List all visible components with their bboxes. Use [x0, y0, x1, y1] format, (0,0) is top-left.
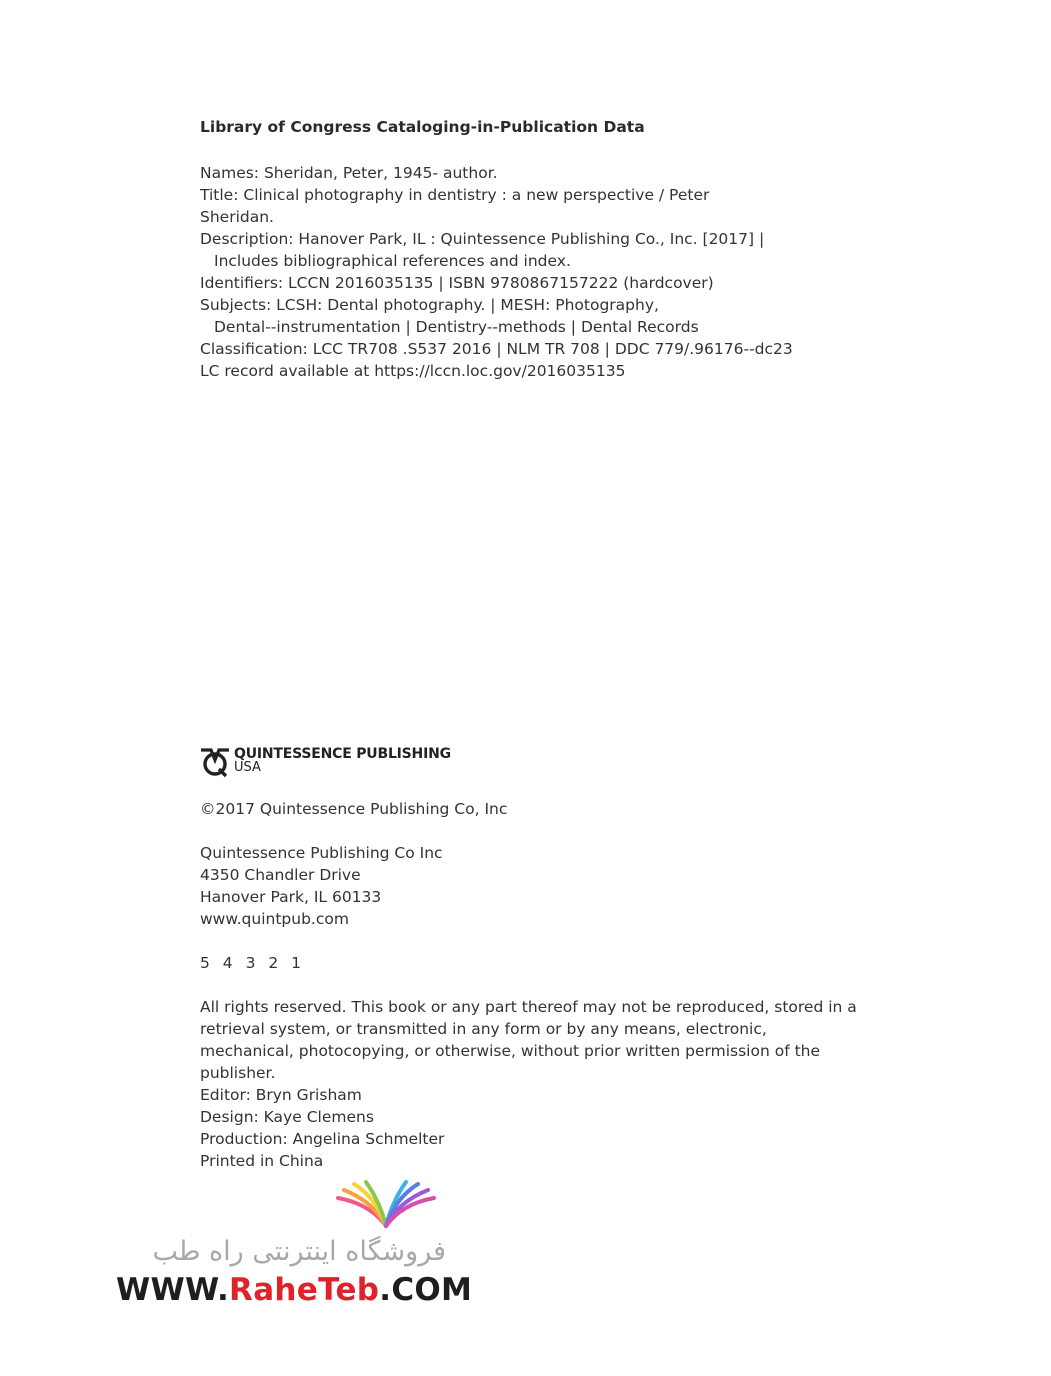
watermark-url: [116, 1272, 472, 1308]
cip-line-description-cont: Includes bibliographical references and index.: [214, 252, 571, 270]
address-company: Quintessence Publishing Co Inc: [200, 844, 443, 862]
credits-block: [200, 1084, 444, 1172]
cip-line-classification: Classification: LCC TR708 .S537 2016 | NLM TR 708 | DDC 779/.96176--dc23: [200, 340, 793, 358]
credit-design: Design: Kaye Clemens: [200, 1108, 374, 1126]
publisher-address: [200, 842, 443, 930]
cip-line-names: Names: Sheridan, Peter, 1945- author.: [200, 164, 498, 182]
cip-line-lc-record: LC record available at https://lccn.loc.gov/2016035135: [200, 362, 626, 380]
watermark-url-suffix: .COM: [379, 1272, 473, 1308]
printing-line: 5 4 3 2 1: [200, 954, 302, 972]
address-website: www.quintpub.com: [200, 910, 349, 928]
credit-editor: Editor: Bryn Grisham: [200, 1086, 362, 1104]
watermark-url-brand: RaheTeb: [229, 1272, 380, 1308]
cip-line-title-cont: Sheridan.: [200, 208, 274, 226]
cip-line-description: Description: Hanover Park, IL : Quintessence Publishing Co., Inc. [2017] |: [200, 230, 765, 248]
watermark-persian-text: فروشگاه اینترنتی راه طب: [152, 1236, 446, 1267]
copyright-notice: ©2017 Quintessence Publishing Co, Inc: [200, 800, 508, 818]
cip-line-identifiers: Identifiers: LCCN 2016035135 | ISBN 9780867157222 (hardcover): [200, 274, 714, 292]
cip-line-subjects: Subjects: LCSH: Dental photography. | MESH: Photography,: [200, 296, 659, 314]
cip-block: [200, 162, 793, 382]
credit-production: Production: Angelina Schmelter: [200, 1130, 445, 1148]
rights-statement: All rights reserved. This book or any part thereof may not be reproduced, stored in a retrieval system, or transmitted in any form or by any means, electronic, mechanical, photocopying, or otherwise, without prior written permission of the publisher.: [200, 998, 857, 1082]
address-city: Hanover Park, IL 60133: [200, 888, 382, 906]
publisher-logo: [198, 744, 451, 778]
cip-line-title: Title: Clinical photography in dentistry : a new perspective / Peter: [200, 186, 710, 204]
publisher-region: USA: [234, 760, 261, 775]
cip-heading: Library of Congress Cataloging-in-Publication Data: [200, 118, 645, 136]
credit-printed: Printed in China: [200, 1152, 324, 1170]
address-street: 4350 Chandler Drive: [200, 866, 361, 884]
watermark-url-prefix: WWW.: [116, 1272, 230, 1308]
publisher-name: QUINTESSENCE PUBLISHING: [234, 746, 451, 762]
qp-monogram-icon: [198, 744, 232, 778]
cip-line-subjects-cont: Dental--instrumentation | Dentistry--methods | Dental Records: [214, 318, 699, 336]
colorful-book-icon: [330, 1176, 442, 1232]
